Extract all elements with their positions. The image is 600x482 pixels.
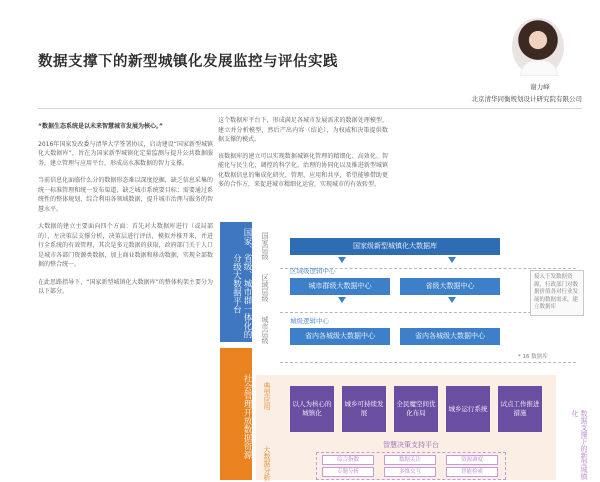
paragraph: 2016年国家发改委与清华大学签署协议，启动建设“国家新型城镇化大数据库”，旨在为国家新型城镇化定量监测与提升公共数据服务，建立管理与应用平台，形成高水准数据的智力支撑。 (38, 140, 213, 167)
app-box: 城乡可持续发展 (342, 386, 386, 432)
platform-chip: 资源调度 (446, 455, 498, 465)
author-affiliation: 北京清华同衡规划设计研究院有限公司 (471, 95, 582, 103)
architecture-diagram (218, 210, 600, 482)
band-label-regional: 区域层级 (261, 274, 269, 302)
arrow-down-icon (338, 297, 346, 303)
arrow-down-icon (448, 257, 456, 263)
paragraph: 当前信息化面临什么分的数据形态难以深度挖掘，缺乏信息采集的统一标准管理和统一发布渠道，缺乏城市系统要目标；需要通过系统性的整体规划，综合利用各领域数据，提升城市治理与服务的智慧水平。 (38, 177, 213, 213)
author-name: 谢力峰 (530, 83, 550, 91)
app-box: 城乡运行系统 (446, 386, 490, 432)
column-left (38, 122, 213, 305)
platform-chip: 综合指数 (322, 455, 374, 465)
platform-chip: 多维交互 (384, 467, 436, 477)
lead-paragraph: “数据生态系统是以未来智慧城市发展为核心。” (38, 123, 163, 130)
open-data-label: 社会管理开放数据资源 (220, 348, 252, 480)
city-bar-left: 省内各城级大数据中心 (290, 328, 390, 345)
paragraph: 在此思路指导下，“国家新型城镇化大数据库”的整体构架主要分为以下部分。 (38, 278, 213, 295)
paragraph: 该数据库的建立可以实现数据城镇化管理的精细化、高效化、智能化与民生化，调控的科学化。治理的协同化以及推进新型城镇化数据信息的集成化研究、管理、应用和共享，希望能够借助更多的合作方，来促进城市精细化运营，实现城市的有效转型。 (218, 152, 388, 188)
band-divider (280, 362, 576, 363)
regional-bar-province: 省级大数据中心 (400, 278, 500, 295)
city-center-label: 城级逻辑中心 (290, 317, 329, 325)
right-side-label: 数据支撑下的新型城镇化 (571, 410, 588, 480)
app-box: 试点工作推进措施 (498, 386, 542, 432)
regional-bar-citygroup: 城市群级大数据中心 (290, 278, 390, 295)
platform-chip: 数据关注 (384, 455, 436, 465)
column-middle (218, 116, 388, 197)
applications-label: 典型应用 (263, 382, 271, 410)
band-label-national: 国家层级 (261, 232, 269, 260)
app-box: 以人为核心的城镇化 (290, 386, 334, 432)
city-bar-right: 省内各城级大数据中心 (400, 328, 500, 345)
article-title: 数据支撑下的新型城镇化发展监控与评估实践 (38, 54, 338, 70)
platform-title: 智慧决策支持平台 (383, 441, 439, 449)
side-note-footnote: * 16 数据库 (518, 354, 548, 360)
header-divider (38, 108, 582, 109)
app-box: 全民魔空间优化布局 (394, 386, 438, 432)
regional-center-label: 区域级逻辑中心 (290, 267, 336, 275)
arrow-down-icon (338, 257, 346, 263)
band-label-city: 城市层级 (261, 316, 269, 344)
platform-chip: 专题分析 (322, 467, 374, 477)
side-note: 接入下发数据资源，行政部门对数据价值各对行业发展的数据需求，建立数据库 (530, 270, 584, 316)
tiered-platform-label: 国家、省级、城市群一体化的分级大数据平台 (220, 222, 252, 342)
analysis-label: 大数据分析 (263, 446, 271, 481)
paragraph: 这个数据库平台下，形成满足各城市发展需求的数据处理模型，建立并分析模型，然后产出内容（结论），为权威和决策提供数据支撑的模式。 (218, 117, 388, 143)
platform-chip: 智能检索 (446, 467, 498, 477)
national-database-bar: 国家级新型城镇化大数据库 (290, 238, 500, 255)
paragraph: 大数据的建立主要面向四个方面：首先对大数据库进行（或局部的），左决策层支撑分析，决策层进行评估，模拟并推开来，并进行全系统的有效管理，其次是多元数据的获取，政府部门关于人口是城市各部门资源类数据，加上商业数据和移动数据，实现全部数据的整合统一。 (38, 223, 213, 268)
arrow-down-icon (448, 297, 456, 303)
